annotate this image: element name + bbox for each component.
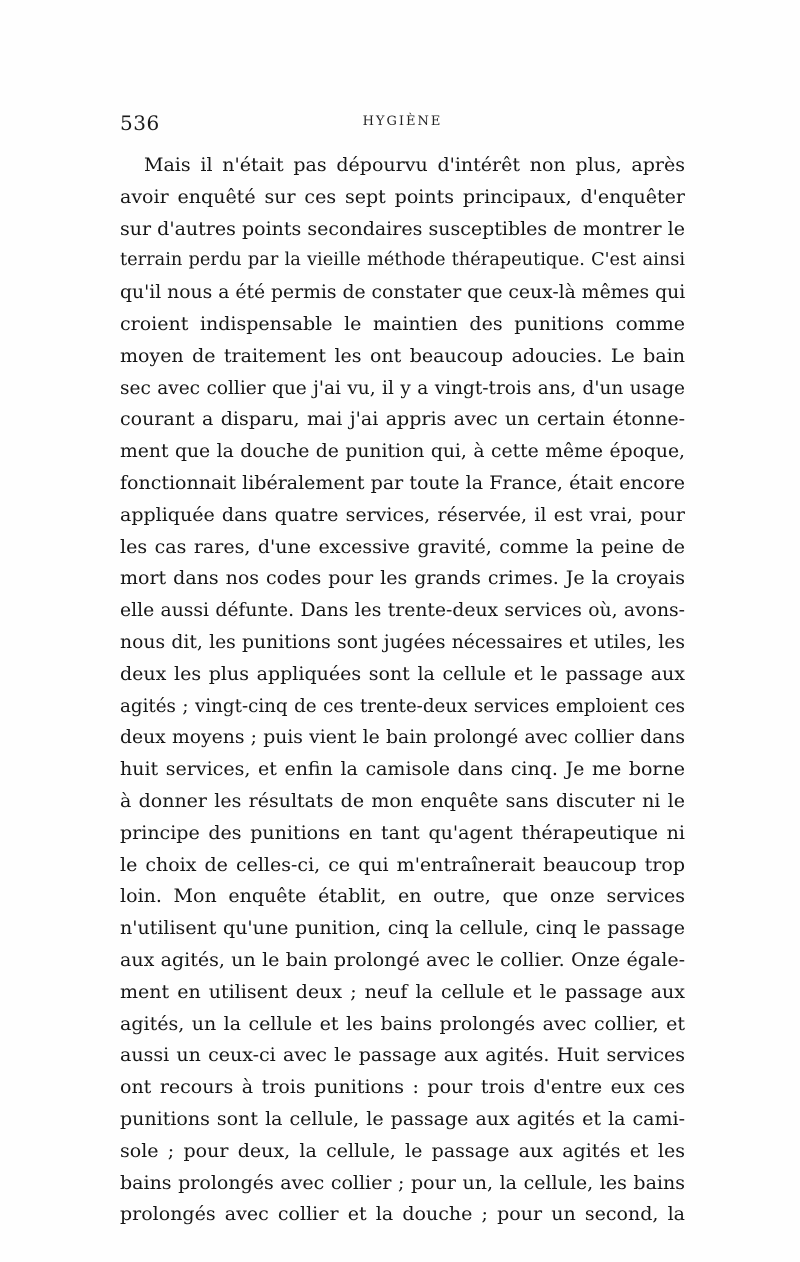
- text-line: aussi un ceux-ci avec le passage aux agités. Huit services: [120, 1044, 685, 1067]
- text-line: le choix de celles-ci, ce qui m'entraînerait beaucoup trop: [120, 853, 685, 876]
- text-line: moyen de traitement les ont beaucoup adoucies. Le bain: [120, 344, 685, 367]
- text-line: agités, un la cellule et les bains prolongés avec collier, et: [120, 1012, 685, 1035]
- text-line: avoir enquêté sur ces sept points principaux, d'enquêter: [120, 185, 685, 208]
- text-line: agités ; vingt-cinq de ces trente-deux services emploient ces: [120, 695, 685, 717]
- text-line: à donner les résultats de mon enquête sans discuter ni le: [120, 789, 685, 812]
- text-line: appliquée dans quatre services, réservée, il est vrai, pour: [120, 503, 685, 526]
- text-line: ment en utilisent deux ; neuf la cellule et le passage aux: [120, 980, 685, 1003]
- text-line: bains prolongés avec collier ; pour un, la cellule, les bains: [120, 1171, 685, 1194]
- text-line: Mais il n'était pas dépourvu d'intérêt non plus, après: [144, 154, 685, 176]
- text-line: terrain perdu par la vieille méthode thérapeutique. C'est ainsi: [120, 250, 685, 271]
- text-line: sec avec collier que j'ai vu, il y a vingt-trois ans, d'un usage: [120, 377, 685, 399]
- page-number: 536: [120, 111, 160, 135]
- text-line: sur d'autres points secondaires susceptibles de montrer le: [120, 217, 685, 240]
- page-header: [120, 111, 685, 137]
- text-line: prolongés avec collier et la douche ; pour un second, la: [120, 1203, 685, 1226]
- text-line: aux agités, un le bain prolongé avec le collier. Onze égale-: [120, 948, 685, 971]
- text-line: mort dans nos codes pour les grands crimes. Je la croyais: [120, 567, 685, 590]
- body-text: [120, 150, 685, 1231]
- text-line: elle aussi défunte. Dans les trente-deux services où, avons-: [120, 600, 685, 622]
- text-line: n'utilisent qu'une punition, cinq la cellule, cinq le passage: [120, 917, 685, 940]
- text-line: loin. Mon enquête établit, en outre, que onze services: [120, 885, 685, 908]
- running-title: HYGIÈNE: [362, 114, 443, 129]
- text-line: punitions sont la cellule, le passage aux agités et la cami-: [120, 1107, 685, 1130]
- text-line: les cas rares, d'une excessive gravité, comme la peine de: [120, 535, 685, 558]
- text-line: huit services, et enfin la camisole dans cinq. Je me borne: [120, 758, 685, 781]
- text-line: principe des punitions en tant qu'agent thérapeutique ni: [120, 821, 685, 844]
- text-line: ont recours à trois punitions : pour trois d'entre eux ces: [120, 1076, 685, 1099]
- text-line: deux moyens ; puis vient le bain prolongé avec collier dans: [120, 727, 685, 749]
- text-line: qu'il nous a été permis de constater que ceux-là mêmes qui: [120, 282, 686, 304]
- text-line: ment que la douche de punition qui, à cette même époque,: [120, 441, 685, 463]
- text-line: courant a disparu, mai j'ai appris avec un certain étonne-: [120, 408, 685, 431]
- text-line: croient indispensable le maintien des punitions comme: [120, 312, 685, 335]
- text-line: deux les plus appliquées sont la cellule et le passage aux: [120, 662, 685, 685]
- text-line: sole ; pour deux, la cellule, le passage aux agités et les: [120, 1139, 685, 1162]
- text-line: nous dit, les punitions sont jugées nécessaires et utiles, les: [120, 631, 685, 653]
- text-line: fonctionnait libéralement par toute la France, était encore: [120, 471, 685, 494]
